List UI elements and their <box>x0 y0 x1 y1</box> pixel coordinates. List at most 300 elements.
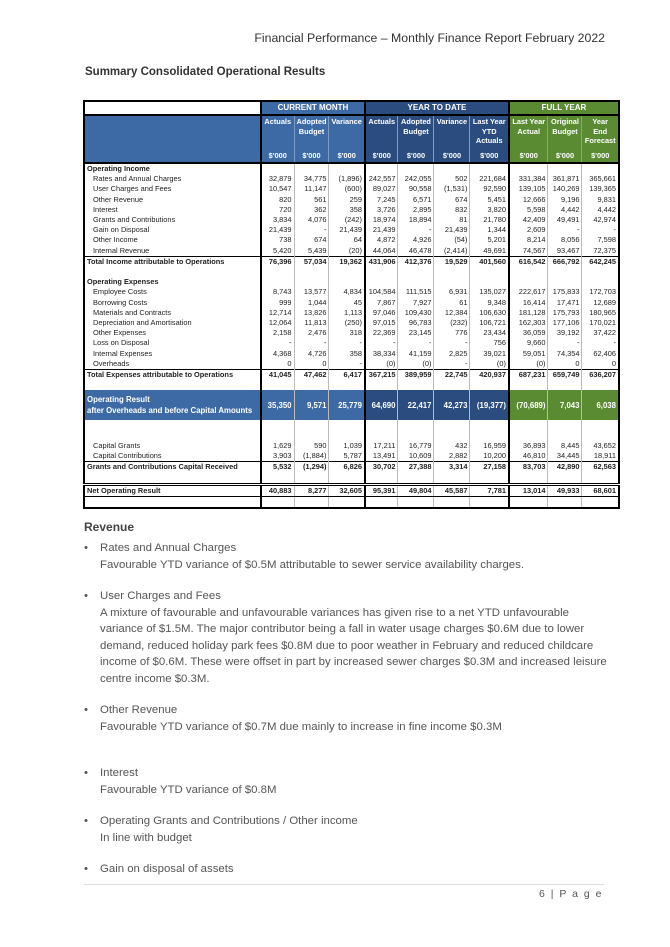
column-header: Variance <box>329 115 365 149</box>
row-label <box>84 496 261 508</box>
value-cell <box>582 163 619 174</box>
value-cell: 42,273 <box>434 390 470 420</box>
value-cell: 81 <box>434 215 470 225</box>
value-cell <box>548 267 582 277</box>
value-cell <box>548 431 582 441</box>
table-row <box>84 380 619 390</box>
row-label: Overheads <box>93 358 130 368</box>
value-cell: 177,106 <box>548 318 582 328</box>
value-cell: 175,833 <box>548 287 582 297</box>
value-cell: 9,571 <box>294 390 329 420</box>
bullet-text: In line with budget <box>100 831 192 844</box>
value-cell <box>398 380 434 390</box>
value-cell: - <box>434 359 470 370</box>
table-row <box>84 462 619 473</box>
value-cell <box>470 472 509 484</box>
value-cell: 92,590 <box>470 184 509 194</box>
value-cell: 6,571 <box>398 195 434 205</box>
value-cell <box>398 267 434 277</box>
value-cell <box>434 163 470 174</box>
row-label: Capital Grants <box>93 440 141 450</box>
value-cell: 36,893 <box>509 441 548 451</box>
table-row <box>84 338 619 348</box>
value-cell <box>509 267 548 277</box>
unit-header: $'000 <box>294 149 329 163</box>
table-row <box>84 349 619 359</box>
value-cell: 420,937 <box>470 370 509 381</box>
value-cell: 172,703 <box>582 287 619 297</box>
value-cell <box>582 380 619 390</box>
value-cell: 2,476 <box>294 328 329 338</box>
bullet-icon: • <box>84 863 88 875</box>
bullet-icon: • <box>84 815 88 827</box>
unit-header: $'000 <box>548 149 582 163</box>
bullet-text: Favourable YTD variance of $0.8M <box>100 783 277 796</box>
value-cell: 2,895 <box>398 205 434 215</box>
column-header: Original Budget <box>548 115 582 149</box>
value-cell: 39,192 <box>548 328 582 338</box>
value-cell: 6,417 <box>329 370 365 381</box>
value-cell <box>294 163 329 174</box>
value-cell: 45,587 <box>434 484 470 496</box>
table-row <box>84 256 619 267</box>
value-cell <box>329 496 365 508</box>
unit-header: $'000 <box>582 149 619 163</box>
value-cell: (1,884) <box>294 451 329 462</box>
value-cell: (0) <box>509 359 548 370</box>
row-label-title: Operating Result <box>87 395 150 405</box>
value-cell <box>470 267 509 277</box>
value-cell: 3,820 <box>470 205 509 215</box>
bullet-text: Favourable YTD variance of $0.7M due mainly to increase in fine income $0.3M <box>100 720 502 733</box>
value-cell: 106,721 <box>470 318 509 328</box>
value-cell: (54) <box>434 235 470 245</box>
value-cell <box>261 496 294 508</box>
value-cell: 19,529 <box>434 256 470 267</box>
value-cell: 12,689 <box>582 298 619 308</box>
value-cell: 738 <box>261 235 294 245</box>
value-cell: 318 <box>329 328 365 338</box>
value-cell <box>365 431 398 441</box>
value-cell: 18,974 <box>365 215 398 225</box>
value-cell: 41,159 <box>398 349 434 359</box>
value-cell: 109,430 <box>398 308 434 318</box>
value-cell: (19,377) <box>470 390 509 420</box>
value-cell <box>470 496 509 508</box>
value-cell: 832 <box>434 205 470 215</box>
row-label: Employee Costs <box>93 287 147 297</box>
row-label: Net Operating Result <box>84 484 261 496</box>
value-cell: 12,714 <box>261 308 294 318</box>
bullet-icon: • <box>84 590 88 602</box>
row-label: Total Expenses attributable to Operations <box>84 370 261 381</box>
row-label: Borrowing Costs <box>93 297 148 307</box>
value-cell: 35,350 <box>261 390 294 420</box>
value-cell <box>329 277 365 287</box>
value-cell: 25,779 <box>329 390 365 420</box>
row-label: Gain on Disposal <box>93 225 150 235</box>
value-cell: 93,467 <box>548 246 582 257</box>
value-cell <box>261 420 294 430</box>
value-cell: 62,406 <box>582 349 619 359</box>
corner-cell <box>84 101 261 115</box>
value-cell <box>509 277 548 287</box>
value-cell: 4,442 <box>582 205 619 215</box>
value-cell: 46,478 <box>398 246 434 257</box>
value-cell <box>548 472 582 484</box>
value-cell: 64 <box>329 235 365 245</box>
value-cell <box>261 380 294 390</box>
value-cell: 222,617 <box>509 287 548 297</box>
value-cell <box>548 496 582 508</box>
value-cell <box>548 277 582 287</box>
unit-header: $'000 <box>470 149 509 163</box>
value-cell: 89,027 <box>365 184 398 194</box>
bullet-item <box>84 588 614 687</box>
value-cell: 659,749 <box>548 370 582 381</box>
value-cell: (1,531) <box>434 184 470 194</box>
value-cell <box>509 496 548 508</box>
value-cell: 502 <box>434 174 470 184</box>
value-cell: 2,882 <box>434 451 470 462</box>
value-cell: 59,051 <box>509 349 548 359</box>
bullet-icon: • <box>84 704 88 716</box>
value-cell <box>509 431 548 441</box>
value-cell: 9,196 <box>548 195 582 205</box>
value-cell <box>398 277 434 287</box>
value-cell: 4,872 <box>365 235 398 245</box>
row-label: Other Expenses <box>93 328 146 338</box>
value-cell: 358 <box>329 349 365 359</box>
value-cell <box>509 472 548 484</box>
row-label: Rates and Annual Charges <box>93 174 182 184</box>
value-cell: 720 <box>261 205 294 215</box>
value-cell <box>548 420 582 430</box>
value-cell: 616,542 <box>509 256 548 267</box>
value-cell <box>329 267 365 277</box>
group-full-year: FULL YEAR <box>509 101 619 115</box>
value-cell: 74,567 <box>509 246 548 257</box>
value-cell <box>582 496 619 508</box>
value-cell <box>294 496 329 508</box>
value-cell: 0 <box>548 359 582 370</box>
bullet-item <box>84 702 614 735</box>
value-cell: - <box>582 338 619 348</box>
value-cell: 22,369 <box>365 328 398 338</box>
value-cell <box>470 380 509 390</box>
value-cell: - <box>294 225 329 235</box>
value-cell: 5,201 <box>470 235 509 245</box>
table-row <box>84 420 619 430</box>
value-cell: 23,145 <box>398 328 434 338</box>
value-cell: 95,391 <box>365 484 398 496</box>
table-row <box>84 308 619 318</box>
value-cell: 21,439 <box>434 225 470 235</box>
value-cell: - <box>329 359 365 370</box>
value-cell: (242) <box>329 215 365 225</box>
value-cell: 221,684 <box>470 174 509 184</box>
value-cell: 432 <box>434 441 470 451</box>
value-cell: 259 <box>329 195 365 205</box>
value-cell: 57,034 <box>294 256 329 267</box>
value-cell: 27,158 <box>470 462 509 473</box>
value-cell: 104,584 <box>365 287 398 297</box>
bullet-icon: • <box>84 542 88 554</box>
table-row <box>84 328 619 338</box>
unit-header: $'000 <box>509 149 548 163</box>
value-cell: (232) <box>434 318 470 328</box>
value-cell <box>509 380 548 390</box>
value-cell <box>398 472 434 484</box>
value-cell: 49,804 <box>398 484 434 496</box>
value-cell: 1,113 <box>329 308 365 318</box>
bullet-title: Other Revenue <box>100 704 178 716</box>
value-cell: (70,689) <box>509 390 548 420</box>
operational-results-table <box>83 100 620 509</box>
value-cell: 16,959 <box>470 441 509 451</box>
value-cell <box>582 472 619 484</box>
value-cell: 39,021 <box>470 349 509 359</box>
value-cell <box>261 472 294 484</box>
value-cell: (0) <box>470 359 509 370</box>
value-cell: 12,666 <box>509 195 548 205</box>
value-cell: 362 <box>294 205 329 215</box>
value-cell <box>509 163 548 174</box>
value-cell: - <box>434 338 470 348</box>
value-cell: 41,045 <box>261 370 294 381</box>
value-cell: 331,384 <box>509 174 548 184</box>
value-cell: 96,783 <box>398 318 434 328</box>
value-cell <box>398 163 434 174</box>
value-cell: 367,215 <box>365 370 398 381</box>
value-cell <box>261 277 294 287</box>
value-cell <box>434 277 470 287</box>
unit-header: $'000 <box>329 149 365 163</box>
row-label <box>84 472 261 484</box>
table-row <box>84 246 619 257</box>
value-cell: 45 <box>329 298 365 308</box>
value-cell: 10,609 <box>398 451 434 462</box>
value-cell: 162,303 <box>509 318 548 328</box>
table-row <box>84 267 619 277</box>
row-label: Depreciation and Amortisation <box>93 318 192 328</box>
table-row <box>84 215 619 225</box>
table-row <box>84 184 619 194</box>
value-cell <box>548 163 582 174</box>
group-year-to-date: YEAR TO DATE <box>365 101 509 115</box>
value-cell: 242,055 <box>398 174 434 184</box>
bullet-title: Rates and Annual Charges <box>100 542 237 554</box>
value-cell: - <box>294 338 329 348</box>
value-cell: 9,348 <box>470 298 509 308</box>
value-cell: 636,207 <box>582 370 619 381</box>
value-cell: 22,745 <box>434 370 470 381</box>
value-cell: 687,231 <box>509 370 548 381</box>
value-cell: 10,200 <box>470 451 509 462</box>
value-cell: - <box>398 225 434 235</box>
value-cell: (2,414) <box>434 246 470 257</box>
value-cell: 4,076 <box>294 215 329 225</box>
value-cell: (0) <box>365 359 398 370</box>
value-cell: 19,362 <box>329 256 365 267</box>
header-label-cell <box>84 115 261 149</box>
value-cell: 175,793 <box>548 308 582 318</box>
value-cell: 2,158 <box>261 328 294 338</box>
value-cell: - <box>548 225 582 235</box>
table-row <box>84 359 619 370</box>
value-cell <box>470 277 509 287</box>
value-cell: 561 <box>294 195 329 205</box>
row-label: Operating Income <box>87 164 150 173</box>
value-cell: 21,439 <box>365 225 398 235</box>
value-cell <box>434 380 470 390</box>
value-cell: 8,445 <box>548 441 582 451</box>
value-cell: 27,388 <box>398 462 434 473</box>
value-cell: 37,422 <box>582 328 619 338</box>
value-cell: 139,365 <box>582 184 619 194</box>
value-cell <box>398 420 434 430</box>
page-header: Financial Performance – Monthly Finance Report February 2022 <box>254 31 605 45</box>
column-header: Year End Forecast <box>582 115 619 149</box>
row-label: Interest <box>93 204 118 214</box>
value-cell: 34,445 <box>548 451 582 462</box>
value-cell: 49,691 <box>470 246 509 257</box>
row-label: Grants and Contributions <box>93 215 176 225</box>
value-cell: 49,933 <box>548 484 582 496</box>
value-cell: 90,558 <box>398 184 434 194</box>
table-row <box>84 451 619 462</box>
column-header: Variance <box>434 115 470 149</box>
value-cell: (1,896) <box>329 174 365 184</box>
value-cell <box>365 277 398 287</box>
table-row <box>84 277 619 287</box>
value-cell: 6,931 <box>434 287 470 297</box>
revenue-section <box>84 520 614 893</box>
unit-header: $'000 <box>261 149 294 163</box>
value-cell <box>261 163 294 174</box>
row-label: Grants and Contributions Capital Received <box>84 462 261 473</box>
value-cell: 97,015 <box>365 318 398 328</box>
value-cell: (20) <box>329 246 365 257</box>
unit-header: $'000 <box>434 149 470 163</box>
value-cell: 181,128 <box>509 308 548 318</box>
group-current-month: CURRENT MONTH <box>261 101 365 115</box>
row-label: Capital Contributions <box>93 451 162 461</box>
value-cell: 83,703 <box>509 462 548 473</box>
value-cell: 590 <box>294 441 329 451</box>
value-cell <box>294 431 329 441</box>
table-row <box>84 484 619 496</box>
value-cell: 4,368 <box>261 349 294 359</box>
value-cell: 44,064 <box>365 246 398 257</box>
value-cell: 17,471 <box>548 298 582 308</box>
value-cell: - <box>582 225 619 235</box>
value-cell: 13,577 <box>294 287 329 297</box>
value-cell: 8,214 <box>509 235 548 245</box>
row-label-subtitle: after Overheads and before Capital Amounts <box>87 406 253 416</box>
value-cell: 64,690 <box>365 390 398 420</box>
table-row <box>84 431 619 441</box>
row-label: User Charges and Fees <box>93 184 172 194</box>
value-cell: 11,147 <box>294 184 329 194</box>
column-header: Actuals <box>261 115 294 149</box>
value-cell: 68,601 <box>582 484 619 496</box>
value-cell: 4,926 <box>398 235 434 245</box>
value-cell <box>365 472 398 484</box>
bullet-text: A mixture of favourable and unfavourable variances has given rise to a net YTD unfavourable variance of $1.5M. The major contributor being a fall in water usage charges $0.6M due to lower demand, reduced holiday park fees $0.8M due to poor weather in February and reduced childcare income of $0.6M. These were offset in part by increased sewer charges $0.3M and increased leisure centre income $0.3M. <box>100 606 607 685</box>
row-label: Operating Expenses <box>87 277 159 287</box>
value-cell: 358 <box>329 205 365 215</box>
value-cell: 0 <box>294 359 329 370</box>
value-cell <box>261 431 294 441</box>
value-cell: 389,959 <box>398 370 434 381</box>
value-cell: 36,059 <box>509 328 548 338</box>
table-row <box>84 390 619 420</box>
row-label: Internal Revenue <box>93 245 150 255</box>
table-row <box>84 496 619 508</box>
value-cell: 23,434 <box>470 328 509 338</box>
bullet-title: Operating Grants and Contributions / Other income <box>100 815 358 827</box>
value-cell: 431,906 <box>365 256 398 267</box>
row-label: Total Income attributable to Operations <box>84 256 261 267</box>
value-cell: 9,831 <box>582 195 619 205</box>
value-cell: 180,965 <box>582 308 619 318</box>
value-cell <box>582 431 619 441</box>
value-cell: 40,883 <box>261 484 294 496</box>
table-row <box>84 163 619 174</box>
value-cell <box>434 496 470 508</box>
value-cell: 5,451 <box>470 195 509 205</box>
value-cell <box>434 472 470 484</box>
value-cell <box>261 267 294 277</box>
value-cell: 3,314 <box>434 462 470 473</box>
value-cell: (0) <box>398 359 434 370</box>
value-cell: 1,629 <box>261 441 294 451</box>
table-row <box>84 174 619 184</box>
value-cell: 62,563 <box>582 462 619 473</box>
value-cell <box>582 420 619 430</box>
table-row <box>84 318 619 328</box>
value-cell: 32,879 <box>261 174 294 184</box>
value-cell: 8,743 <box>261 287 294 297</box>
value-cell: 97,046 <box>365 308 398 318</box>
value-cell: - <box>261 338 294 348</box>
row-label: Internal Expenses <box>93 348 153 358</box>
value-cell: 72,375 <box>582 246 619 257</box>
value-cell <box>398 496 434 508</box>
value-cell: 10,547 <box>261 184 294 194</box>
value-cell: 46,810 <box>509 451 548 462</box>
value-cell <box>329 472 365 484</box>
value-cell: 674 <box>434 195 470 205</box>
value-cell: 12,384 <box>434 308 470 318</box>
value-cell: 21,439 <box>329 225 365 235</box>
bullet-item <box>84 765 614 798</box>
value-cell <box>294 380 329 390</box>
value-cell: 1,039 <box>329 441 365 451</box>
unit-header: $'000 <box>398 149 434 163</box>
value-cell: 135,027 <box>470 287 509 297</box>
value-cell: (1,294) <box>294 462 329 473</box>
footer-divider <box>84 884 604 885</box>
value-cell: 365,661 <box>582 174 619 184</box>
value-cell <box>329 431 365 441</box>
value-cell: (600) <box>329 184 365 194</box>
value-cell: 111,515 <box>398 287 434 297</box>
value-cell: 7,867 <box>365 298 398 308</box>
value-cell: 32,605 <box>329 484 365 496</box>
value-cell: 139,105 <box>509 184 548 194</box>
